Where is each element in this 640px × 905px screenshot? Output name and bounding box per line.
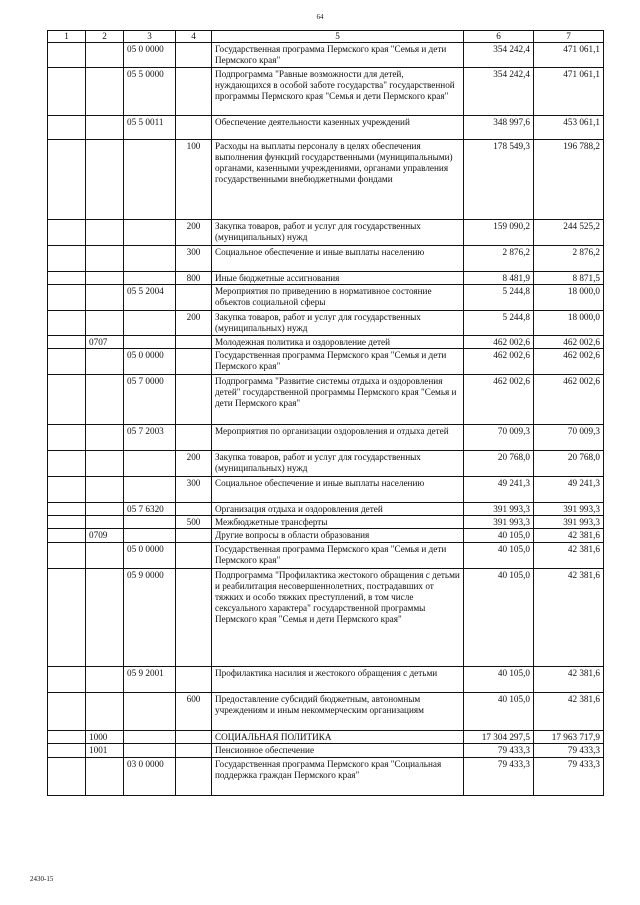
table-row <box>48 67 604 115</box>
section-code: 1000 <box>86 730 124 743</box>
amount-col7: 20 768,0 <box>534 451 604 477</box>
expense-type-code <box>176 568 212 666</box>
amount-col6: 17 304 297,5 <box>464 730 534 743</box>
section-code <box>86 692 124 730</box>
amount-col7: 244 525,2 <box>534 219 604 245</box>
section-code <box>86 375 124 425</box>
expense-type-code <box>176 43 212 67</box>
table-row <box>48 139 604 219</box>
section-code: 1001 <box>86 743 124 757</box>
expense-type-code <box>176 115 212 139</box>
table-row <box>48 757 604 795</box>
item-name: Предоставление субсидий бюджетным, автономным учреждениям и иным некоммерческим организациям <box>212 692 464 730</box>
section-code <box>86 666 124 692</box>
target-article-code <box>124 477 176 503</box>
item-name: Пенсионное обеспечение <box>212 743 464 757</box>
column-header-6: 6 <box>464 31 534 43</box>
expense-type-code <box>176 757 212 795</box>
item-name: Социальное обеспечение и иные выплаты населению <box>212 477 464 503</box>
amount-col6: 40 105,0 <box>464 666 534 692</box>
section-code: 0707 <box>86 335 124 348</box>
section-code <box>86 477 124 503</box>
amount-col6: 70 009,3 <box>464 425 534 451</box>
chapter-code <box>48 743 86 757</box>
amount-col6: 79 433,3 <box>464 757 534 795</box>
page-number: 64 <box>316 13 324 21</box>
table-row <box>48 451 604 477</box>
table-row <box>48 43 604 67</box>
chapter-code <box>48 730 86 743</box>
amount-col6: 354 242,4 <box>464 43 534 67</box>
chapter-code <box>48 271 86 284</box>
item-name: Государственная программа Пермского края "Семья и дети Пермского края" <box>212 349 464 375</box>
chapter-code <box>48 425 86 451</box>
chapter-code <box>48 568 86 666</box>
amount-col7: 42 381,6 <box>534 568 604 666</box>
target-article-code <box>124 529 176 542</box>
section-code <box>86 516 124 529</box>
target-article-code: 05 5 2004 <box>124 284 176 310</box>
section-code <box>86 245 124 271</box>
section-code <box>86 542 124 568</box>
expense-type-code <box>176 375 212 425</box>
amount-col7: 471 061,1 <box>534 67 604 115</box>
amount-col7: 42 381,6 <box>534 529 604 542</box>
chapter-code <box>48 516 86 529</box>
section-code <box>86 271 124 284</box>
chapter-code <box>48 529 86 542</box>
item-name: Расходы на выплаты персоналу в целях обеспечения выполнения функций государственными (муниципальными) органами, казенными учреждениями, органами управления государственными внебюджетными фондами <box>212 139 464 219</box>
target-article-code <box>124 271 176 284</box>
expense-type-code: 100 <box>176 139 212 219</box>
table-row <box>48 115 604 139</box>
section-code <box>86 115 124 139</box>
item-name: Государственная программа Пермского края "Семья и дети Пермского края" <box>212 43 464 67</box>
target-article-code: 05 7 0000 <box>124 375 176 425</box>
item-name: Мероприятия по приведению в нормативное состояние объектов социальной сферы <box>212 284 464 310</box>
expense-type-code: 200 <box>176 310 212 335</box>
section-code <box>86 349 124 375</box>
section-code <box>86 139 124 219</box>
table-row <box>48 666 604 692</box>
chapter-code <box>48 310 86 335</box>
item-name: Государственная программа Пермского края "Семья и дети Пермского края" <box>212 542 464 568</box>
table-row <box>48 335 604 348</box>
section-code <box>86 568 124 666</box>
amount-col7: 391 993,3 <box>534 503 604 516</box>
section-code <box>86 67 124 115</box>
chapter-code <box>48 335 86 348</box>
table-row <box>48 375 604 425</box>
amount-col7: 471 061,1 <box>534 43 604 67</box>
table-row <box>48 568 604 666</box>
chapter-code <box>48 666 86 692</box>
expense-type-code: 300 <box>176 477 212 503</box>
column-header-3: 3 <box>124 31 176 43</box>
chapter-code <box>48 284 86 310</box>
amount-col6: 40 105,0 <box>464 529 534 542</box>
expense-type-code <box>176 284 212 310</box>
section-code <box>86 757 124 795</box>
amount-col6: 462 002,6 <box>464 349 534 375</box>
table-row <box>48 219 604 245</box>
item-name: Закупка товаров, работ и услуг для государственных (муниципальных) нужд <box>212 219 464 245</box>
amount-col6: 40 105,0 <box>464 542 534 568</box>
amount-col7: 49 241,3 <box>534 477 604 503</box>
target-article-code <box>124 335 176 348</box>
chapter-code <box>48 757 86 795</box>
amount-col7: 462 002,6 <box>534 375 604 425</box>
amount-col7: 462 002,6 <box>534 349 604 375</box>
budget-table <box>47 30 604 796</box>
column-header-5: 5 <box>212 31 464 43</box>
expense-type-code <box>176 425 212 451</box>
amount-col7: 42 381,6 <box>534 542 604 568</box>
target-article-code <box>124 451 176 477</box>
target-article-code: 05 5 0011 <box>124 115 176 139</box>
chapter-code <box>48 451 86 477</box>
amount-col7: 8 871,5 <box>534 271 604 284</box>
item-name: СОЦИАЛЬНАЯ ПОЛИТИКА <box>212 730 464 743</box>
table-body <box>48 43 604 796</box>
table-row <box>48 284 604 310</box>
target-article-code: 05 7 2003 <box>124 425 176 451</box>
chapter-code <box>48 245 86 271</box>
item-name: Иные бюджетные ассигнования <box>212 271 464 284</box>
table-row <box>48 503 604 516</box>
amount-col7: 42 381,6 <box>534 666 604 692</box>
chapter-code <box>48 139 86 219</box>
target-article-code <box>124 219 176 245</box>
target-article-code <box>124 692 176 730</box>
chapter-code <box>48 503 86 516</box>
amount-col7: 79 433,3 <box>534 757 604 795</box>
amount-col6: 391 993,3 <box>464 503 534 516</box>
item-name: Другие вопросы в области образования <box>212 529 464 542</box>
expense-type-code: 200 <box>176 451 212 477</box>
section-code <box>86 503 124 516</box>
footer-code: 2430-15 <box>30 875 54 883</box>
expense-type-code: 200 <box>176 219 212 245</box>
section-code: 0709 <box>86 529 124 542</box>
section-code <box>86 284 124 310</box>
expense-type-code: 800 <box>176 271 212 284</box>
amount-col7: 462 002,6 <box>534 335 604 348</box>
target-article-code: 05 5 0000 <box>124 67 176 115</box>
column-header-2: 2 <box>86 31 124 43</box>
section-code <box>86 310 124 335</box>
column-header-4: 4 <box>176 31 212 43</box>
table-row <box>48 245 604 271</box>
table-row <box>48 425 604 451</box>
amount-col6: 8 481,9 <box>464 271 534 284</box>
table-row <box>48 730 604 743</box>
target-article-code: 05 0 0000 <box>124 542 176 568</box>
chapter-code <box>48 67 86 115</box>
item-name: Профилактика насилия и жестокого обращения с детьми <box>212 666 464 692</box>
column-header-1: 1 <box>48 31 86 43</box>
amount-col6: 462 002,6 <box>464 335 534 348</box>
target-article-code: 05 7 6320 <box>124 503 176 516</box>
item-name: Молодежная политика и оздоровление детей <box>212 335 464 348</box>
amount-col6: 40 105,0 <box>464 568 534 666</box>
item-name: Обеспечение деятельности казенных учреждений <box>212 115 464 139</box>
amount-col7: 2 876,2 <box>534 245 604 271</box>
table-row <box>48 349 604 375</box>
amount-col6: 49 241,3 <box>464 477 534 503</box>
expense-type-code: 300 <box>176 245 212 271</box>
item-name: Подпрограмма "Развитие системы отдыха и оздоровления детей" государственной программы Пермского края "Семья и дети Пермского края" <box>212 375 464 425</box>
amount-col6: 40 105,0 <box>464 692 534 730</box>
expense-type-code <box>176 67 212 115</box>
amount-col7: 70 009,3 <box>534 425 604 451</box>
target-article-code <box>124 743 176 757</box>
amount-col7: 196 788,2 <box>534 139 604 219</box>
chapter-code <box>48 115 86 139</box>
section-code <box>86 425 124 451</box>
expense-type-code: 600 <box>176 692 212 730</box>
table-row <box>48 477 604 503</box>
amount-col6: 391 993,3 <box>464 516 534 529</box>
amount-col6: 20 768,0 <box>464 451 534 477</box>
table-row <box>48 271 604 284</box>
amount-col7: 453 061,1 <box>534 115 604 139</box>
column-number-row <box>48 31 604 43</box>
item-name: Межбюджетные трансферты <box>212 516 464 529</box>
target-article-code: 05 0 0000 <box>124 349 176 375</box>
amount-col6: 348 997,6 <box>464 115 534 139</box>
amount-col6: 178 549,3 <box>464 139 534 219</box>
table-row <box>48 516 604 529</box>
target-article-code <box>124 516 176 529</box>
amount-col6: 2 876,2 <box>464 245 534 271</box>
chapter-code <box>48 349 86 375</box>
amount-col7: 42 381,6 <box>534 692 604 730</box>
target-article-code: 03 0 0000 <box>124 757 176 795</box>
chapter-code <box>48 692 86 730</box>
amount-col6: 354 242,4 <box>464 67 534 115</box>
expense-type-code <box>176 503 212 516</box>
amount-col7: 18 000,0 <box>534 284 604 310</box>
target-article-code <box>124 730 176 743</box>
target-article-code: 05 0 0000 <box>124 43 176 67</box>
item-name: Закупка товаров, работ и услуг для государственных (муниципальных) нужд <box>212 310 464 335</box>
chapter-code <box>48 477 86 503</box>
chapter-code <box>48 43 86 67</box>
target-article-code: 05 9 0000 <box>124 568 176 666</box>
section-code <box>86 451 124 477</box>
amount-col7: 391 993,3 <box>534 516 604 529</box>
section-code <box>86 43 124 67</box>
amount-col7: 17 963 717,9 <box>534 730 604 743</box>
amount-col7: 79 433,3 <box>534 743 604 757</box>
item-name: Организация отдыха и оздоровления детей <box>212 503 464 516</box>
item-name: Социальное обеспечение и иные выплаты населению <box>212 245 464 271</box>
chapter-code <box>48 219 86 245</box>
expense-type-code <box>176 349 212 375</box>
target-article-code <box>124 245 176 271</box>
expense-type-code <box>176 335 212 348</box>
item-name: Закупка товаров, работ и услуг для государственных (муниципальных) нужд <box>212 451 464 477</box>
item-name: Мероприятия по организации оздоровления и отдыха детей <box>212 425 464 451</box>
target-article-code <box>124 310 176 335</box>
target-article-code <box>124 139 176 219</box>
expense-type-code: 500 <box>176 516 212 529</box>
table-row <box>48 310 604 335</box>
item-name: Государственная программа Пермского края "Социальная поддержка граждан Пермского края" <box>212 757 464 795</box>
amount-col6: 5 244,8 <box>464 284 534 310</box>
item-name: Подпрограмма "Профилактика жестокого обращения с детьми и реабилитация несовершеннолетних, пострадавших от тяжких и особо тяжких преступлений, в том числе сексуального характера" государственной программы Пермского края "Семья и дети Пермского края" <box>212 568 464 666</box>
column-header-7: 7 <box>534 31 604 43</box>
expense-type-code <box>176 529 212 542</box>
section-code <box>86 219 124 245</box>
table-row <box>48 692 604 730</box>
item-name: Подпрограмма "Равные возможности для детей, нуждающихся в особой заботе государства" государственной программы Пермского края "Семья и дети Пермского края" <box>212 67 464 115</box>
chapter-code <box>48 542 86 568</box>
amount-col6: 462 002,6 <box>464 375 534 425</box>
expense-type-code <box>176 743 212 757</box>
amount-col6: 5 244,8 <box>464 310 534 335</box>
amount-col6: 159 090,2 <box>464 219 534 245</box>
table-row <box>48 542 604 568</box>
amount-col7: 18 000,0 <box>534 310 604 335</box>
chapter-code <box>48 375 86 425</box>
expense-type-code <box>176 730 212 743</box>
table-row <box>48 743 604 757</box>
amount-col6: 79 433,3 <box>464 743 534 757</box>
target-article-code: 05 9 2001 <box>124 666 176 692</box>
expense-type-code <box>176 666 212 692</box>
table-row <box>48 529 604 542</box>
expense-type-code <box>176 542 212 568</box>
